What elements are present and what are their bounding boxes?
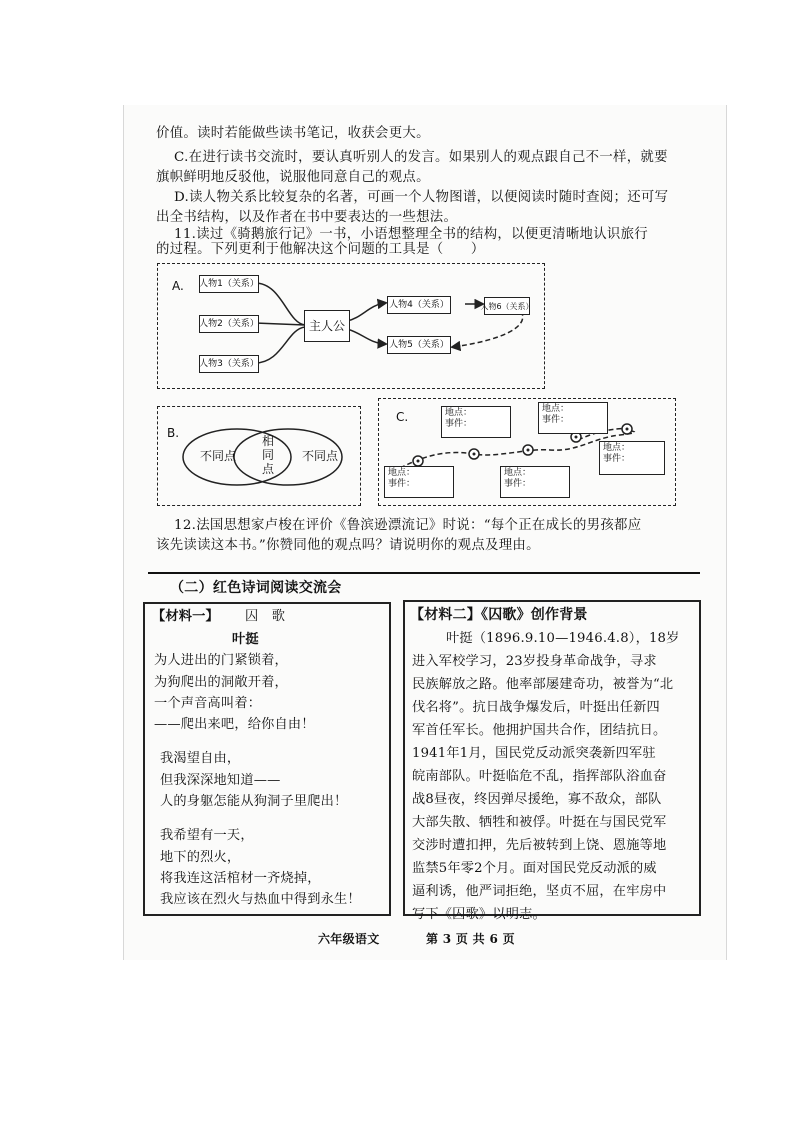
material-two-heading: 【材料二】《囚歌》创作背景 bbox=[410, 607, 588, 623]
timeline-card-1: 地点： 事件： bbox=[441, 406, 511, 438]
question-11-line-2: 的过程。下列更利于他解决这个问题的工具是（ ） bbox=[156, 242, 485, 257]
option-a-label: A. bbox=[172, 279, 184, 293]
background-line: 逼利诱，他严词拒绝，坚贞不屈，在牢房中 bbox=[412, 884, 667, 899]
footer-page-number: 第 3 页 共 6 页 bbox=[426, 932, 515, 946]
material-one-heading: 【材料一】 bbox=[152, 609, 219, 624]
section-divider bbox=[148, 572, 700, 574]
timeline-card-5: 地点： 事件： bbox=[500, 466, 570, 498]
text-line-3: 旗帜鲜明地反驳他，说服他同意自己的观点。 bbox=[156, 170, 430, 185]
poem-author: 叶挺 bbox=[232, 632, 259, 647]
poem-line: 我希望有一天， bbox=[160, 828, 254, 843]
text-line-5: 出全书结构，以及作者在书中要表达的一些想法。 bbox=[156, 210, 458, 225]
question-12-line-2: 该先读读这本书。”你赞同他的观点吗？请说明你的观点及理由。 bbox=[156, 538, 540, 553]
background-line: 1941年1月，国民党反动派突袭新四军驻 bbox=[412, 746, 656, 761]
background-line: 民族解放之路。他率部屡建奇功，被誉为“北 bbox=[412, 677, 674, 692]
poem-line: 人的身躯怎能从狗洞子里爬出！ bbox=[160, 794, 348, 809]
person-5-node: 人物5（关系） bbox=[387, 336, 451, 354]
text-line-2: C.在进行读书交流时，要认真听别人的发言。如果别人的观点跟自己不一样，就要 bbox=[174, 150, 668, 165]
background-line: 监禁5年零2个月。面对国民党反动派的威 bbox=[412, 861, 657, 876]
background-line: 军首任军长。他拥护国共合作，团结抗日。 bbox=[412, 723, 667, 738]
timeline-card-4: 地点： 事件： bbox=[384, 466, 454, 498]
timeline-card-2: 地点： 事件： bbox=[538, 402, 608, 434]
person-6-node: 人物6（关系） bbox=[484, 297, 530, 315]
background-line: 伐名将”。抗日战争爆发后，叶挺出任新四 bbox=[412, 700, 660, 715]
person-3-node: 人物3（关系） bbox=[199, 355, 259, 373]
poem-line: 我应该在烈火与热血中得到永生！ bbox=[160, 892, 361, 907]
protagonist-node: 主人公 bbox=[304, 310, 350, 342]
footer-subject: 六年级语文 bbox=[318, 932, 380, 946]
option-c-label: C. bbox=[396, 410, 409, 424]
venn-left-label: 不同点 bbox=[200, 449, 237, 463]
poem-line: 为狗爬出的洞敞开着， bbox=[154, 675, 288, 690]
background-line: 大部失散、牺牲和被俘。叶挺在与国民党军 bbox=[412, 815, 667, 830]
background-line: 交涉时遭扣押，先后被转到上饶、恩施等地 bbox=[412, 838, 667, 853]
question-11-line-1: 11.读过《骑鹅旅行记》一书，小语想整理全书的结构，以便更清晰地认识旅行 bbox=[174, 227, 648, 242]
background-line: 战8昼夜，终因弹尽援绝，寡不敌众，部队 bbox=[412, 792, 662, 807]
poem-line: 将我连这活棺材一齐烧掉， bbox=[160, 871, 321, 886]
background-line: 皖南部队。叶挺临危不乱，指挥部队浴血奋 bbox=[412, 769, 667, 784]
poem-line: 但我深深地知道—— bbox=[160, 773, 281, 788]
poem-title: 囚 歌 bbox=[245, 609, 286, 624]
person-1-node: 人物1（关系） bbox=[199, 275, 259, 293]
background-line: 写下《囚歌》以明志。 bbox=[412, 907, 546, 922]
background-line: 叶挺（1896.9.10—1946.4.8），18岁 bbox=[446, 631, 680, 646]
background-line: 进入军校学习，23岁投身革命战争，寻求 bbox=[412, 654, 657, 669]
venn-right-label: 不同点 bbox=[302, 449, 339, 463]
text-line-4: D.读人物关系比较复杂的名著，可画一个人物图谱，以便阅读时随时查阅；还可写 bbox=[174, 190, 669, 205]
poem-line: ——爬出来吧，给你自由！ bbox=[154, 717, 315, 732]
venn-middle-label: 相 同 点 bbox=[262, 434, 275, 476]
person-2-node: 人物2（关系） bbox=[199, 315, 259, 333]
poem-line: 我渴望自由， bbox=[160, 751, 241, 766]
timeline-card-3: 地点： 事件： bbox=[599, 441, 665, 475]
person-4-node: 人物4（关系） bbox=[387, 296, 451, 314]
question-12-line-1: 12.法国思想家卢梭在评价《鲁滨逊漂流记》时说：“每个正在成长的男孩都应 bbox=[174, 518, 642, 533]
poem-line: 为人进出的门紧锁着， bbox=[154, 653, 288, 668]
section-title: （二）红色诗词阅读交流会 bbox=[170, 580, 342, 596]
poem-line: 地下的烈火， bbox=[160, 850, 241, 865]
option-b-label: B. bbox=[167, 426, 180, 440]
text-line-1: 价值。读时若能做些读书笔记，收获会更大。 bbox=[156, 126, 430, 141]
poem-line: 一个声音高叫着： bbox=[154, 696, 262, 711]
